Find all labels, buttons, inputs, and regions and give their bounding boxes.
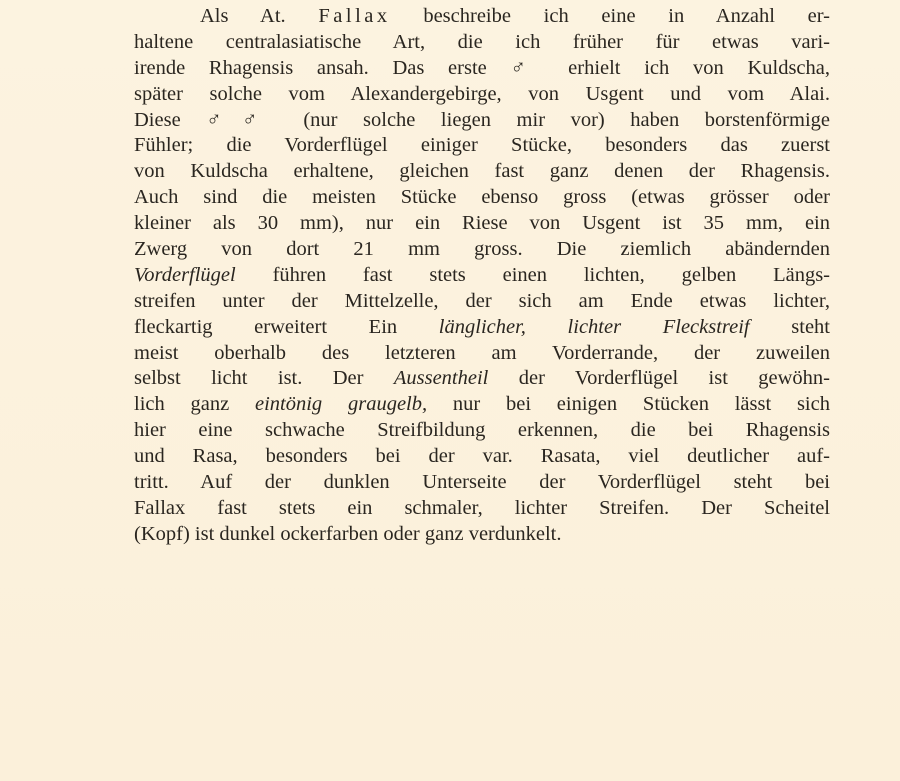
emphasized-text: eintönig graugelb, — [255, 393, 428, 416]
text-line — [134, 366, 830, 392]
text-segment: steht — [749, 315, 830, 338]
text-segment: Auch sind die meisten Stücke ebenso gross (etwas grösser oder — [134, 186, 830, 209]
text-line — [134, 315, 830, 341]
text-segment: irende Rhagensis ansah. Das erste ♂ erhielt ich von Kuldscha, — [134, 56, 830, 79]
body-paragraph — [134, 4, 830, 548]
text-line — [134, 56, 830, 82]
text-segment: und Rasa, besonders bei der var. Rasata, viel deutlicher auf- — [134, 445, 830, 468]
text-line — [134, 159, 830, 185]
text-segment: Fallax fast stets ein schmaler, lichter Streifen. Der Scheitel — [134, 496, 830, 519]
text-line — [134, 4, 830, 30]
text-segment: kleiner als 30 mm), nur ein Riese von Usgent ist 35 mm, ein — [134, 212, 830, 235]
text-segment: tritt. Auf der dunklen Unterseite der Vorderflügel steht bei — [134, 471, 830, 494]
text-line — [134, 211, 830, 237]
text-segment: Zwerg von dort 21 mm gross. Die ziemlich abändernden — [134, 238, 830, 261]
text-segment: von Kuldscha erhaltene, gleichen fast ganz denen der Rhagensis. — [134, 160, 830, 183]
text-segment: hier eine schwache Streifbildung erkennen, die bei Rhagensis — [134, 419, 830, 442]
text-line — [134, 522, 830, 548]
text-segment: der Vorderflügel ist gewöhn- — [488, 367, 831, 390]
text-segment: nur bei einigen Stücken lässt sich — [427, 393, 830, 416]
emphasized-text: länglicher, lichter Fleckstreif — [438, 315, 750, 338]
text-segment: lich ganz — [134, 393, 255, 416]
text-segment: beschreibe ich eine in Anzahl er- — [390, 5, 830, 27]
text-line — [134, 392, 830, 418]
emphasized-text: Aussentheil — [393, 367, 489, 390]
text-segment: fleckartig erweitert Ein — [134, 315, 439, 338]
text-line — [134, 496, 830, 522]
text-line — [134, 263, 830, 289]
text-line — [134, 444, 830, 470]
emphasized-text: Vorderflügel — [134, 263, 236, 286]
text-segment: Fühler; die Vorderflügel einiger Stücke, besonders das zuerst — [134, 134, 830, 157]
species-name: Fallax — [318, 5, 391, 27]
text-line — [134, 185, 830, 211]
text-segment: haltene centralasiatische Art, die ich früher für etwas vari- — [134, 30, 830, 53]
text-segment: Als At. — [200, 5, 319, 27]
text-line — [134, 341, 830, 367]
text-segment: Diese ♂♂ (nur solche liegen mir vor) haben borstenförmige — [134, 108, 830, 131]
text-segment: (Kopf) ist dunkel ockerfarben oder ganz verdunkelt. — [134, 522, 562, 545]
text-segment: führen fast stets einen lichten, gelben Längs- — [235, 263, 830, 286]
text-segment: später solche vom Alexandergebirge, von Usgent und vom Alai. — [134, 82, 830, 105]
text-line — [134, 108, 830, 134]
text-line — [134, 133, 830, 159]
text-segment: streifen unter der Mittelzelle, der sich am Ende etwas lichter, — [134, 289, 830, 312]
text-line — [134, 470, 830, 496]
text-line — [134, 30, 830, 56]
text-line — [134, 289, 830, 315]
text-segment: selbst licht ist. Der — [134, 367, 394, 390]
text-line — [134, 82, 830, 108]
text-line — [134, 418, 830, 444]
text-line — [134, 237, 830, 263]
text-segment: meist oberhalb des letzteren am Vorderrande, der zuweilen — [134, 341, 830, 364]
